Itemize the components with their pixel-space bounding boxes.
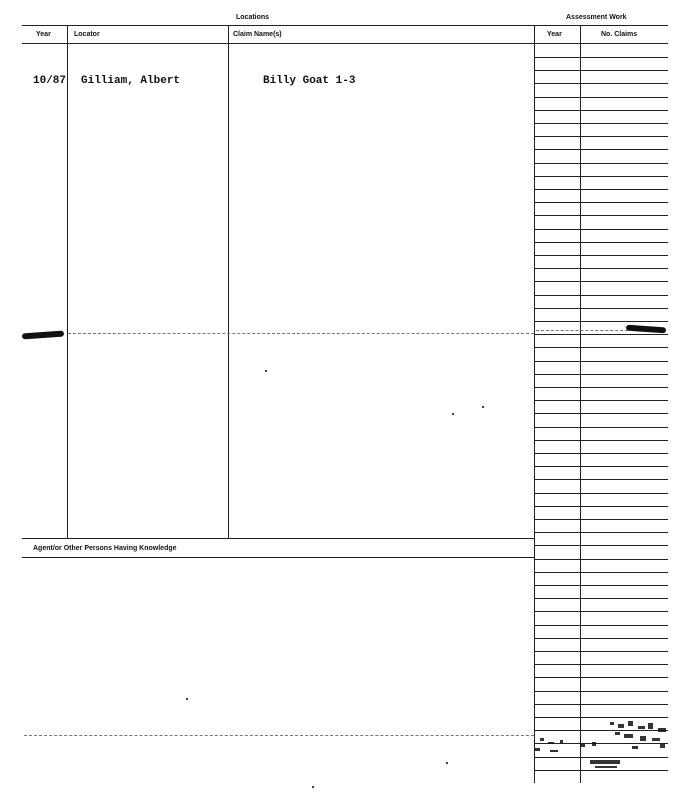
entry-year: 10/87	[33, 75, 67, 87]
agent-section-rule	[22, 557, 534, 558]
agent-section-label: Agent/or Other Persons Having Knowledge	[33, 545, 177, 552]
ledger-row-line	[534, 163, 668, 164]
ledger-row-line	[534, 176, 668, 177]
scan-speck	[186, 698, 188, 700]
assessment-work-header: Assessment Work	[566, 14, 627, 21]
ledger-row-line	[534, 506, 668, 507]
left-scan-mark	[22, 331, 64, 340]
assessment-left-border	[534, 25, 535, 783]
ledger-row-line	[534, 308, 668, 309]
locator-claims-divider	[228, 25, 229, 538]
scan-smudge	[520, 720, 670, 780]
col-year-header: Year	[36, 31, 51, 38]
ledger-row-line	[534, 268, 668, 269]
scan-speck	[452, 413, 454, 415]
ledger-row-line	[534, 704, 668, 705]
ledger-row-line	[534, 374, 668, 375]
ledger-row-line	[534, 281, 668, 282]
ledger-row-line	[534, 189, 668, 190]
ledger-row-line	[534, 427, 668, 428]
header-top-rule	[22, 25, 668, 26]
ledger-row-line	[534, 677, 668, 678]
ledger-row-line	[534, 545, 668, 546]
ledger-row-line	[534, 242, 668, 243]
ledger-row-line	[534, 229, 668, 230]
entry-claim-names: Billy Goat 1-3	[263, 75, 356, 87]
ledger-row-line	[534, 202, 668, 203]
scan-speck	[482, 406, 484, 408]
col-locator-header: Locator	[74, 31, 100, 38]
ledger-row-line	[534, 691, 668, 692]
ledger-row-line	[534, 453, 668, 454]
right-scan-mark	[626, 325, 666, 334]
lower-dashed-line	[24, 735, 534, 736]
ledger-row-line	[534, 83, 668, 84]
ledger-row-line	[534, 361, 668, 362]
ledger-row-line	[534, 400, 668, 401]
locations-header: Locations	[236, 14, 270, 21]
ledger-row-line	[534, 255, 668, 256]
entry-locator: Gilliam, Albert	[81, 75, 181, 87]
ledger-row-line	[534, 638, 668, 639]
ledger-row-line	[534, 413, 668, 414]
scan-speck	[312, 786, 314, 788]
fold-line-right	[536, 330, 628, 331]
ledger-row-line	[534, 57, 668, 58]
ledger-row-line	[534, 215, 668, 216]
ledger-row-line	[534, 559, 668, 560]
ledger-row-line	[534, 347, 668, 348]
ledger-row-line	[534, 532, 668, 533]
ledger-row-line	[534, 149, 668, 150]
locations-bottom-rule	[22, 538, 534, 539]
ledger-row-line	[534, 519, 668, 520]
ledger-row-line	[534, 136, 668, 137]
ledger-row-line	[534, 585, 668, 586]
ledger-row-line	[534, 598, 668, 599]
ledger-row-line	[534, 387, 668, 388]
col-claim-names-header: Claim Name(s)	[233, 31, 282, 38]
assessment-mid-divider	[580, 25, 581, 783]
year-locator-divider	[67, 25, 68, 538]
ledger-row-line	[534, 493, 668, 494]
ledger-row-line	[534, 295, 668, 296]
ledger-row-line	[534, 611, 668, 612]
ledger-row-line	[534, 479, 668, 480]
ledger-row-line	[534, 334, 668, 335]
ledger-row-line	[534, 664, 668, 665]
ledger-row-line	[534, 97, 668, 98]
ledger-row-line	[534, 466, 668, 467]
ledger-row-line	[534, 110, 668, 111]
ledger-row-line	[534, 440, 668, 441]
ledger-row-line	[534, 321, 668, 322]
ledger-row-line	[534, 70, 668, 71]
header-bottom-rule	[22, 43, 668, 44]
scan-speck	[265, 370, 267, 372]
ledger-row-line	[534, 625, 668, 626]
col-no-claims-header: No. Claims	[601, 31, 638, 38]
ledger-row-line	[534, 651, 668, 652]
ledger-row-line	[534, 123, 668, 124]
ledger-row-line	[534, 717, 668, 718]
ledger-row-line	[534, 572, 668, 573]
col-assess-year-header: Year	[547, 31, 562, 38]
fold-line-left	[68, 333, 534, 334]
scan-speck	[446, 762, 448, 764]
